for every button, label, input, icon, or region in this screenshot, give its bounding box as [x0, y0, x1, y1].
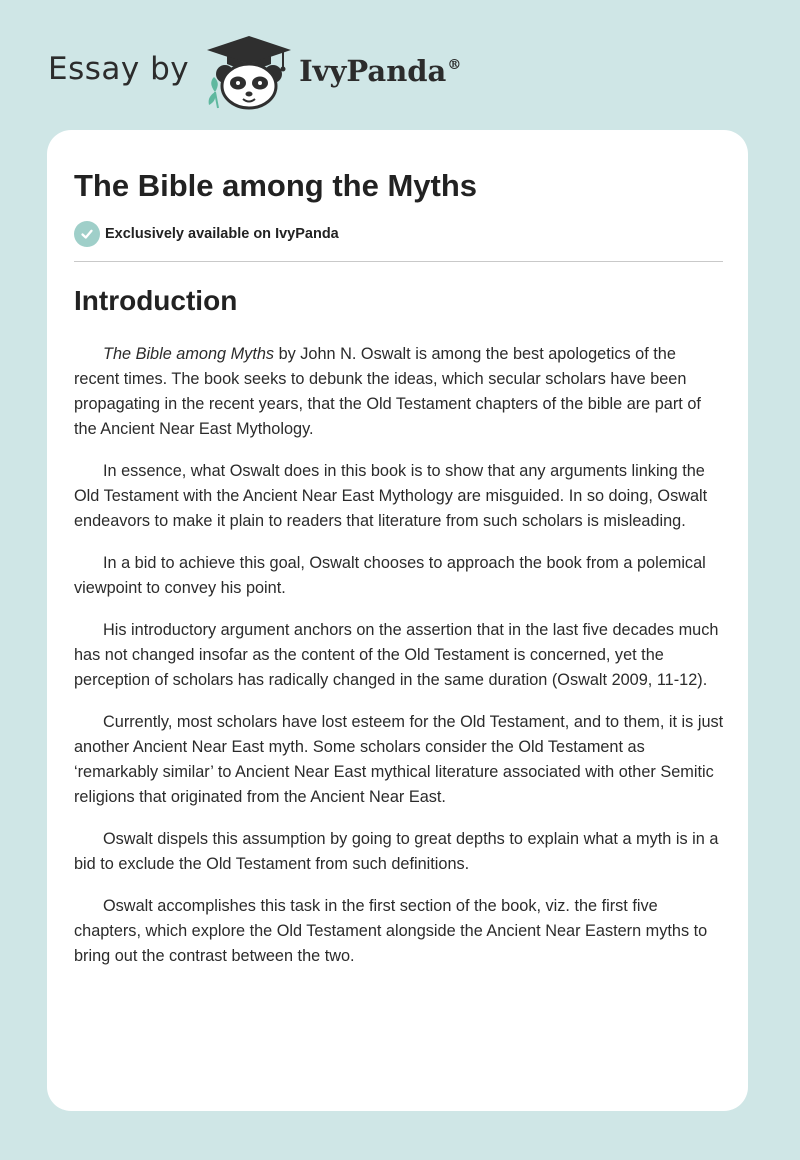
site-header [48, 34, 461, 110]
paragraph: Oswalt accomplishes this task in the first section of the book, viz. the first five chapters, which explore the Old Testament alongside the Ancient Near Eastern myths to bring out the contrast between the two. [74, 897, 708, 965]
section-heading-introduction: Introduction [74, 285, 238, 316]
paragraph: His introductory argument anchors on the assertion that in the last five decades much has not changed insofar as the content of the Old Testament is concerned, yet the perception of scholars has radically changed in the same duration (Oswalt 2009, 11-12). [74, 621, 719, 689]
brand-name[interactable]: IvyPanda® [299, 54, 462, 88]
essay-body [74, 342, 724, 986]
paragraph: In a bid to achieve this goal, Oswalt chooses to approach the book from a polemical viewpoint to convey his point. [74, 554, 706, 597]
registered-mark: ® [447, 57, 462, 73]
paragraph: Oswalt dispels this assumption by going to great depths to explain what a myth is in a bid to exclude the Old Testament from such definitions. [74, 830, 719, 873]
essay-card [47, 130, 748, 1111]
check-icon [74, 221, 100, 247]
exclusive-badge [74, 221, 339, 247]
divider [74, 261, 723, 262]
paragraph: In essence, what Oswalt does in this book is to show that any arguments linking the Old Testament with the Ancient Near East Mythology are misguided. In so doing, Oswalt endeavors to make it plain to readers that literature from such scholars is misleading. [74, 462, 708, 530]
paragraph: The Bible among Myths by John N. Oswalt is among the best apologetics of the recent times. The book seeks to debunk the ideas, which secular scholars have been propagating in the recent years, that the Old Testament chapters of the bible are part of the Ancient Near East Mythology. [74, 345, 701, 438]
exclusive-badge-text: Exclusively available on IvyPanda [105, 226, 339, 242]
paragraph: Currently, most scholars have lost esteem for the Old Testament, and to them, it is just another Ancient Near East myth. Some scholars consider the Old Testament as ‘remarkably similar’ to Ancient Near East mythical literature associated with other Semitic religions that originated from the Ancient Near East. [74, 713, 724, 806]
panda-logo-icon[interactable] [203, 34, 295, 110]
essay-by-label: Essay by [48, 51, 190, 87]
essay-title: The Bible among the Myths [74, 168, 478, 203]
book-title-italic: The Bible among Myths [103, 345, 275, 363]
